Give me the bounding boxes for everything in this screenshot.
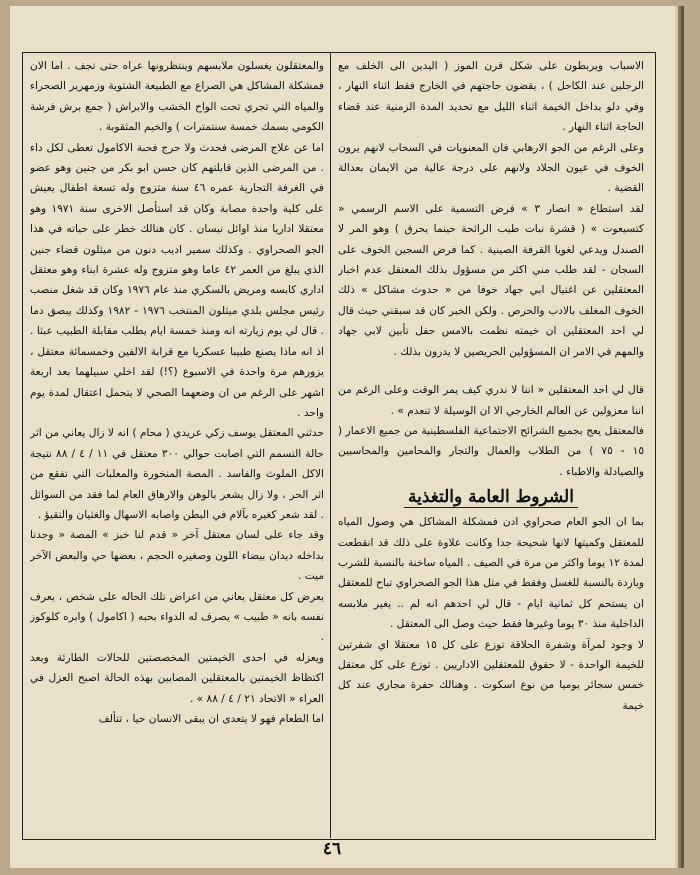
column-divider (330, 52, 331, 838)
section-heading: الشروط العامة والتغذية (338, 484, 644, 510)
paragraph: بما ان الجو العام صحراوي ادن فمشكلة المشاكل هي وصول المياه للمعتقل وكميتها لانها شحيحة جدا وكانت علاوة على ذلك قد انقطعت لمدة ١٢ يوما واكثر من مرة في الصيف . المياه ساخنة بالنسبة للشرب وباردة بالنسبة للغسل وفقط في مثل هذا الجو الصحراوي تباح للمعتقل ان يستحم كل ثمانية ايام - قال لي احدهم انه لم .. يغير ملابسه الداخلية منذ ٣٠ يوما وغيرها فقط حيث وصل الى المعتقل . (338, 516, 644, 631)
paragraph: قال لي احد المعتقلين « اننا لا ندري كيف يمر الوقت وعلى الرغم من اننا معزولين عن العالم الخارجي الا ان الوسيلة لا تنعدم » . (338, 384, 644, 417)
paragraph: حدثني المعتقل يوسف زكي عريدي ( محام ) انه لا زال يعاني من اثر حالة التسمم التي اصابت حوالي ٣٠٠ معتقل في ١١ / ٤ / ٨٨ نتيجة الاكل الملوث والفاسد . المصة المنخورة والمعلبات التي تفقع من اثر الحر ، ولا زال يشعر بالوهن والارهاق العام لما فقد من السوائل . لقد شعر كغيره بآلام في البطن واصابه الاسهال والغثيان والتقيؤ . (30, 427, 324, 521)
paragraph: والمعتقلون يغسلون ملابسهم وينتظرونها عراه حتى تجف . اما الان فمشكلة المشاكل هي الصراع مع الطبيعة الشتوية وزمهرير الصحراء والمياه التي تجري تحت الواح الخشب والابراش ( جمع برش فرشة الكومي بسمك خمسة سنتمترات ) والخيم المثقوبة . (30, 60, 324, 134)
paragraph: اما عن علاج المرضى فحدث ولا حرج فحبة الاكامول تعطى لكل داء . من المرضى الذين قابلتهم كان حسن ابو بكر من جنين وهو عضو في الغرفة التجارية عمره ٤٦ سنة متزوج وله تسعة اطفال يعيش على كلية واحدة مصابة وكان قد استأصل الاخرى سنة ١٩٧١ وهو معتقلا اداريا منذ اوائل نيسان . كان هنالك خطر على حياته في هذا الجو الصحراوي . وكذلك سمير اديب دنون من ميثلون قضاء جنين الذي يبلغ من العمر ٤٢ عاما وهو متزوج وله عشرة ابناء وهو معتقل اداري كابسه ومريض بالسكري منذ عام ١٩٧٦ وكان قد شغل منصب رئيس مجلس بلدي ميثلون المنتخب ١٩٧٦ - ١٩٨٢ وكذلك يبصق دما . قال لي يوم زيارته انه ومنذ خمسة ايام يطلب مقابلة الطبيب عبثا . اذ انه ماذا يصنع طبيبا عسكريا مع قرابة الالفين وخمسمائة معتقل ، يزورهم مرة واحدة في الاسبوع (؟!) لقد اخلي سبيلهما بعد اربعة اشهر على الرغم من ان وضعهما الصحي لا يتحمل اعتقال لمدة يوم واحد . (30, 141, 324, 419)
paragraph: فالمعتقل يعج بجميع الشرائح الاجتماعية الفلسطينية من جميع الاعمار ( ١٥ - ٧٥ ) من الطلاب والعمال والتجار والمحامين والمحاسبين والصيادلة والاطباء . (338, 424, 644, 478)
paragraph: وقد جاء على لسان معتقل آخر « قدم لنا خبز » المصة « وجدنا بداخله ديدان بيضاء اللون وصغيره الحجم ، بعضها حي والبعض الآخر ميت . (30, 529, 324, 583)
paragraph: وعلى الرغم من الجو الارهابي فان المعنويات في السحاب لانهم يرون الخوف في عيون الجلاد ولانهم على درجة عالية من الايمان بعدالة القضية . (338, 141, 644, 195)
paragraph: لقد استطاع « انصار ٣ » فرض التسمية على الاسم الرسمي « كتسيعوت » ( قشرة نبات طيب الرائحة حينما يحرق ) وهو المر لا الصندل ويدعي لغويا القرفة الصينية . كما فرض السجين الخوف على السجان - لقد طلب مني اكثر من مسؤول بذلك المعتقل عدم اخبار المعتقلين عن اغتيال ابي جهاد خوفا من « حدوث مشاكل » ذلك الخوف المغلف بالادب والحرص . ولكن الخبر كان قد سبقني حيث قال لي احد المعتقلين ان خيمته نظمت بالامس حفل تأبين لابي جهاد والمهم في الامر ان المسؤولين الحريصين لا يدرون بذلك . (338, 202, 644, 358)
paragraph: ويعزله في احدى الخيمتين المخصصتين للحالات الطارئة وبعد اكتظاظ الخيمتين بالمعتقلين المصابين بهذه الحالة اصبح العزل في العراء « الاتحاد ٢١ / ٤ / ٨٨ » . (30, 651, 324, 705)
page-number: ٤٦ (322, 839, 342, 859)
page-edge (675, 6, 678, 868)
paragraph: اما الطعام فهو لا يتعدى ان يبقى الانسان حيا ، تتألف (98, 713, 324, 725)
right-column (338, 56, 644, 832)
paragraph: الاسباب ويربطون على شكل قرن الموز ( اليدين الى الخلف مع الرجلين عند الكاحل ) ، يقضون حاجتهم في الخارج فقط اثناء النهار ، وفي دلو بداخل الخيمة اثناء الليل مع تحديد المدة الزمنية عند قضاء الحاجة اثناء النهار . (338, 60, 644, 134)
paragraph: لا وجود لمرآة وشفرة الحلاقة توزع على كل ١٥ معتقلا اي شفرتين للخيمة الواحدة - لا حقوق للمعتقلين الاداريين . توزع على كل معتقل خمس سجائر يوميا من نوع اسكوت . وهنالك حفرة مجاري عند كل خيمة (338, 638, 644, 712)
paragraph: يعرض كل معتقل يعاني من اعراض تلك الحاله على شخص ، يعرف نفسه بانه « طبيب » يصرف له الدواء بحبه ( اكامول ) وابره كلوكوز . (30, 590, 324, 644)
left-column (30, 56, 324, 832)
